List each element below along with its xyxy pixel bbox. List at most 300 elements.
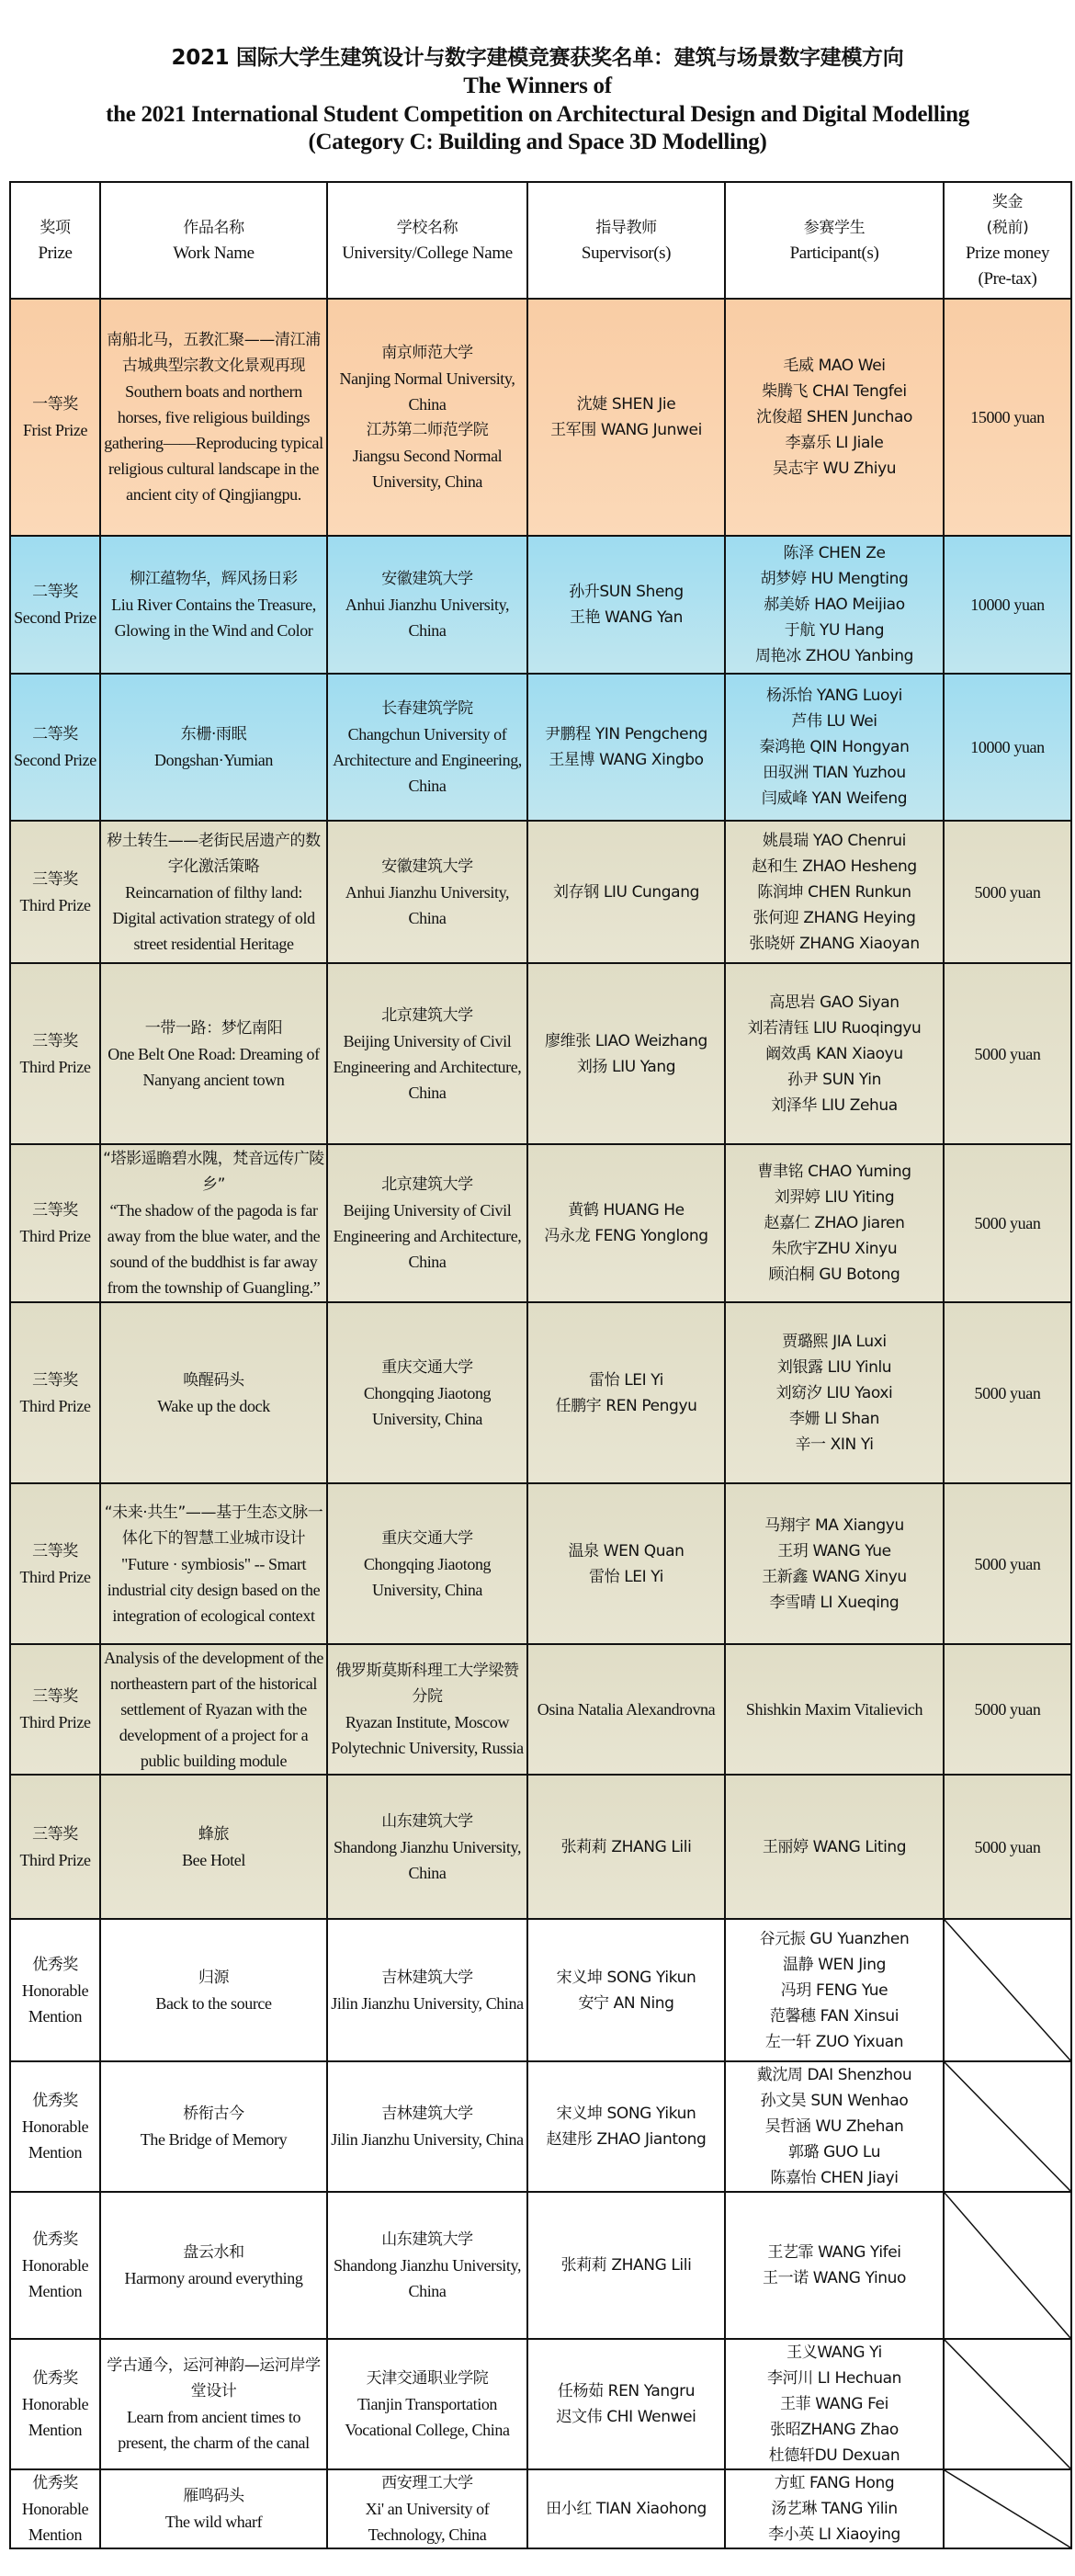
cell-text: 孙尹 SUN Yin — [786, 1070, 882, 1089]
cell-text: Third Prize — [19, 1396, 91, 1415]
supervisor-cell — [527, 1144, 725, 1302]
cell-text: 江苏第二师范学院 — [366, 421, 489, 439]
work-name-cell — [100, 963, 327, 1144]
supervisor-cell — [527, 674, 725, 821]
cell-text: The wild wharf — [164, 2513, 263, 2531]
cell-text: 宋义坤 SONG Yikun — [556, 1968, 696, 1987]
prize-money-cell — [944, 674, 1071, 821]
header-supervisor: 指导教师 Supervisor(s) — [527, 182, 725, 299]
cell-text: Third Prize — [19, 1567, 91, 1586]
prize-cell — [10, 1919, 100, 2061]
supervisor-cell — [527, 963, 725, 1144]
empty-cell-diagonal — [945, 1920, 1070, 2060]
empty-cell-diagonal — [945, 2340, 1070, 2468]
cell-text: 李小英 LI Xiaoying — [768, 2525, 900, 2544]
title-english-line1: The Winners of — [463, 74, 612, 98]
cell-text: Third Prize — [19, 895, 91, 914]
school-cell — [327, 2339, 527, 2469]
prize-money-cell — [944, 1775, 1071, 1919]
cell-text: 赵和生 ZHAO Hesheng — [752, 857, 917, 876]
cell-text: Jiangsu Second Normal University, China — [352, 447, 503, 491]
cell-text: Beijing University of Civil Engineering and Architecture, China — [333, 1201, 522, 1271]
participant-cell — [725, 2469, 944, 2548]
cell-text: 高思岩 GAO Siyan — [769, 993, 900, 1012]
school-cell — [327, 1483, 527, 1644]
work-name-cell — [100, 299, 327, 536]
title-english-line2: the 2021 International Student Competition on Architectural Design and Digital Modelling — [106, 102, 969, 127]
cell-text: Analysis of the development of the northeastern part of the historical settlement of Ryazan with the development of a project for a public building module — [104, 1649, 323, 1770]
participant-cell — [725, 1644, 944, 1775]
cell-text: 三等奖 — [32, 1541, 78, 1560]
cell-text: 柴腾飞 CHAI Tengfei — [762, 382, 907, 401]
cell-text: 沈俊超 SHEN Junchao — [756, 408, 912, 426]
cell-text: 戴沈周 DAI Shenzhou — [756, 2066, 912, 2084]
cell-text: 黄鹤 HUANG He — [568, 1201, 685, 1220]
cell-text: 陈泽 CHEN Ze — [783, 544, 886, 562]
cell-text: Jilin Jianzhu University, China — [331, 1993, 524, 2013]
cell-text: 孙文昊 SUN Wenhao — [760, 2092, 909, 2110]
cell-text: One Belt One Road: Dreaming of Nanyang ancient town — [108, 1044, 320, 1089]
header-work-name: 作品名称 Work Name — [100, 182, 327, 299]
prize-cell — [10, 2192, 100, 2339]
cell-text: 杨泺怡 YANG Luoyi — [766, 687, 902, 705]
prize-money-cell — [944, 1919, 1071, 2061]
cell-text: 秦鸿艳 QIN Hongyan — [759, 738, 910, 756]
cell-text: 迟文伟 CHI Wenwei — [556, 2408, 696, 2426]
cell-text: 吉林建筑大学 — [381, 1968, 473, 1987]
participant-cell — [725, 2339, 944, 2469]
table-row — [10, 1775, 1071, 1919]
prize-cell — [10, 536, 100, 674]
cell-text: 三等奖 — [32, 1031, 78, 1050]
supervisor-cell — [527, 1919, 725, 2061]
school-cell — [327, 536, 527, 674]
cell-text: 冯永龙 FENG Yonglong — [544, 1227, 708, 1245]
cell-text: 安宁 AN Ning — [578, 1993, 674, 2013]
cell-text: The Bridge of Memory — [140, 2130, 288, 2149]
prize-cell — [10, 1775, 100, 1919]
supervisor-cell — [527, 2469, 725, 2548]
cell-text: Shishkin Maxim Vitalievich — [745, 1700, 923, 1719]
cell-text: 重庆交通大学 — [381, 1528, 473, 1548]
supervisor-cell — [527, 1302, 725, 1483]
cell-text: Third Prize — [19, 1227, 91, 1245]
cell-text: 王菲 WANG Fei — [780, 2395, 888, 2413]
cell-text: Shandong Jianzhu University, China — [333, 2256, 522, 2300]
cell-text: Frist Prize — [22, 421, 88, 439]
table-row — [10, 2061, 1071, 2192]
cell-text: 马翔宇 MA Xiangyu — [764, 1515, 904, 1535]
cell-text: 三等奖 — [32, 1370, 78, 1390]
cell-text: 优秀奖 — [32, 1955, 78, 1974]
participant-cell — [725, 821, 944, 963]
cell-text: 5000 yuan — [974, 1700, 1041, 1719]
cell-text: 南京师范大学 — [381, 344, 473, 362]
header-prize: 奖项 Prize — [10, 182, 100, 299]
supervisor-cell — [527, 536, 725, 674]
table-row — [10, 2339, 1071, 2469]
prize-cell — [10, 963, 100, 1144]
cell-text: 吉林建筑大学 — [381, 2105, 473, 2123]
table-row — [10, 674, 1071, 821]
cell-text: Back to the source — [155, 1993, 272, 2013]
cell-text: 雁鸣码头 — [183, 2487, 244, 2505]
cell-text: 曹聿铭 CHAO Yuming — [757, 1163, 911, 1181]
cell-text: 张昭ZHANG Zhao — [770, 2421, 899, 2439]
participant-cell — [725, 674, 944, 821]
cell-text: 秽土转生——老街民居遗产的数字化激活策略 — [107, 831, 321, 876]
cell-text: 毛威 MAO Wei — [783, 357, 886, 375]
cell-text: 闫威峰 YAN Weifeng — [761, 789, 908, 808]
cell-text: 王艺霏 WANG Yifei — [767, 2243, 901, 2262]
cell-text: 二等奖 — [32, 725, 78, 743]
cell-text: Second Prize — [14, 751, 96, 769]
cell-text: Changchun University of Architecture and Engineering, China — [333, 725, 522, 795]
cell-text: 周艳冰 ZHOU Yanbing — [755, 647, 913, 665]
cell-text: 俄罗斯莫斯科理工大学梁赞分院 — [335, 1662, 519, 1706]
supervisor-cell — [527, 1644, 725, 1775]
cell-text: Honorable Mention — [21, 2256, 89, 2300]
cell-text: 东栅·雨眠 — [180, 725, 247, 743]
cell-text: 左一轩 ZUO Yixuan — [764, 2032, 904, 2051]
cell-text: 沈婕 SHEN Jie — [576, 395, 676, 414]
table-row — [10, 1302, 1071, 1483]
empty-cell-diagonal — [945, 2193, 1070, 2338]
cell-text: 吴哲涵 WU Zhehan — [764, 2117, 904, 2136]
cell-text: Third Prize — [19, 1057, 91, 1076]
prize-cell — [10, 1144, 100, 1302]
prize-cell — [10, 2339, 100, 2469]
cell-text: 北京建筑大学 — [381, 1005, 473, 1025]
cell-text: 陈嘉怡 CHEN Jiayi — [770, 2169, 899, 2187]
cell-text: 赵建彤 ZHAO Jiantong — [546, 2130, 707, 2149]
cell-text: 15000 yuan — [970, 408, 1045, 426]
supervisor-cell — [527, 821, 725, 963]
cell-text: 5000 yuan — [974, 1044, 1041, 1063]
cell-text: Liu River Contains the Treasure, Glowing in the Wind and Color — [111, 596, 316, 640]
title-english-line3: (Category C: Building and Space 3D Modelling) — [308, 130, 767, 154]
cell-text: Honorable Mention — [21, 2117, 89, 2162]
cell-text: 赵嘉仁 ZHAO Jiaren — [764, 1214, 905, 1232]
title-chinese: 2021 国际大学生建筑设计与数字建模竞赛获奖名单：建筑与场景数字建模方向 — [171, 46, 904, 70]
table-row — [10, 2192, 1071, 2339]
supervisor-cell — [527, 1483, 725, 1644]
cell-text: 汤艺琳 TANG Yilin — [771, 2500, 898, 2518]
school-cell — [327, 963, 527, 1144]
cell-text: 郝美娇 HAO Meijiao — [764, 596, 905, 614]
cell-text: 蜂旅 — [198, 1824, 230, 1844]
work-name-cell — [100, 821, 327, 963]
work-name-cell — [100, 2061, 327, 2192]
supervisor-cell — [527, 2339, 725, 2469]
school-cell — [327, 2469, 527, 2548]
cell-text: 刘若清钰 LIU Ruoqingyu — [747, 1018, 922, 1038]
participant-cell — [725, 1483, 944, 1644]
cell-text: 盘云水和 — [183, 2243, 244, 2262]
header-school: 学校名称 University/College Name — [327, 182, 527, 299]
empty-cell-diagonal — [945, 2470, 1070, 2548]
participant-cell — [725, 299, 944, 536]
school-cell — [327, 1644, 527, 1775]
cell-text: 安徽建筑大学 — [381, 570, 473, 588]
school-cell — [327, 674, 527, 821]
cell-text: Learn from ancient times to present, the charm of the canal — [118, 2408, 310, 2452]
cell-text: 田驭洲 TIAN Yuzhou — [763, 764, 906, 782]
cell-text: 重庆交通大学 — [381, 1357, 473, 1377]
work-name-cell — [100, 1775, 327, 1919]
cell-text: 桥衔古今 — [183, 2105, 244, 2123]
cell-text: 于航 YU Hang — [784, 621, 885, 640]
school-cell — [327, 1919, 527, 2061]
cell-text: 西安理工大学 — [381, 2474, 473, 2492]
prize-money-cell — [944, 2192, 1071, 2339]
cell-text: 王丽婷 WANG Liting — [762, 1837, 907, 1856]
table-row — [10, 1144, 1071, 1302]
work-name-cell — [100, 1144, 327, 1302]
cell-text: 北京建筑大学 — [381, 1175, 473, 1194]
prize-cell — [10, 674, 100, 821]
cell-text: 尹鹏程 YIN Pengcheng — [545, 725, 707, 743]
cell-text: Tianjin Transportation Vocational College, China — [345, 2395, 510, 2439]
prize-cell — [10, 1644, 100, 1775]
supervisor-cell — [527, 1775, 725, 1919]
winners-table — [9, 181, 1072, 2549]
cell-text: 安徽建筑大学 — [381, 857, 473, 876]
cell-text: Chongqing Jiaotong University, China — [363, 1554, 492, 1599]
cell-text: 朱欣宇ZHU Xinyu — [771, 1240, 898, 1258]
cell-text: 长春建筑学院 — [381, 699, 473, 718]
work-name-cell — [100, 1919, 327, 2061]
cell-text: 优秀奖 — [32, 2230, 78, 2249]
school-cell — [327, 2192, 527, 2339]
cell-text: "Future · symbiosis" -- Smart industrial city design based on the integration of ecological context — [107, 1554, 321, 1625]
cell-text: 辛一 XIN Yi — [795, 1435, 874, 1454]
prize-money-cell — [944, 1483, 1071, 1644]
cell-text: 雷怡 LEI Yi — [589, 1370, 663, 1390]
cell-text: 二等奖 — [32, 583, 78, 601]
cell-text: 方虹 FANG Hong — [774, 2474, 895, 2492]
cell-text: Xi' an University of Technology, China — [365, 2500, 490, 2544]
cell-text: 5000 yuan — [974, 1214, 1041, 1232]
cell-text: Reincarnation of filthy land: Digital activation strategy of old street residential Heritage — [112, 882, 315, 953]
cell-text: 南船北马，五教汇聚——清江浦古城典型宗教文化景观再现 — [107, 331, 321, 375]
cell-text: Nanjing Normal University, China — [339, 369, 515, 414]
cell-text: 温静 WEN Jing — [783, 1955, 886, 1974]
table-row — [10, 821, 1071, 963]
table-row — [10, 1644, 1071, 1775]
cell-text: 5000 yuan — [974, 1554, 1041, 1573]
prize-money-cell — [944, 1644, 1071, 1775]
cell-text: 一带一路：梦忆南阳 — [144, 1018, 283, 1038]
cell-text: 陈润坤 CHEN Runkun — [757, 882, 911, 902]
cell-text: 三等奖 — [32, 869, 78, 889]
cell-text: “塔影遥瞻碧水隗，梵音远传广陵乡” — [103, 1150, 324, 1194]
cell-text: Osina Natalia Alexandrovna — [537, 1700, 716, 1719]
table-row — [10, 1919, 1071, 2061]
table-row — [10, 963, 1071, 1144]
participant-cell — [725, 963, 944, 1144]
cell-text: 顾泊桐 GU Botong — [768, 1265, 900, 1284]
cell-text: 任鹏宇 REN Pengyu — [555, 1396, 697, 1415]
cell-text: “The shadow of the pagoda is far away from the blue water, and the sound of the buddhist is far away from the township of Guangling.” — [107, 1201, 321, 1297]
prize-money-cell — [944, 2469, 1071, 2548]
cell-text: 张莉莉 ZHANG Lili — [560, 2256, 692, 2275]
cell-text: 李嘉乐 LI Jiale — [785, 434, 884, 452]
cell-text: 王一诺 WANG Yinuo — [762, 2269, 907, 2287]
prize-money-cell — [944, 1302, 1071, 1483]
participant-cell — [725, 1302, 944, 1483]
table-row — [10, 536, 1071, 674]
cell-text: 刘羿婷 LIU Yiting — [774, 1188, 895, 1207]
cell-text: 王星博 WANG Xingbo — [549, 751, 704, 769]
cell-text: Dongshan·Yumian — [154, 751, 273, 769]
prize-cell — [10, 1302, 100, 1483]
cell-text: Bee Hotel — [182, 1850, 245, 1869]
prize-money-cell — [944, 821, 1071, 963]
cell-text: 三等奖 — [32, 1824, 78, 1844]
participant-cell — [725, 536, 944, 674]
participant-cell — [725, 1919, 944, 2061]
cell-text: Chongqing Jiaotong University, China — [363, 1383, 492, 1428]
cell-text: 任杨茹 REN Yangru — [557, 2382, 696, 2400]
cell-text: 张何迎 ZHANG Heying — [752, 908, 916, 927]
table-row — [10, 2469, 1071, 2548]
cell-text: 王军围 WANG Junwei — [550, 421, 702, 439]
cell-text: 芦伟 LU Wei — [791, 712, 877, 731]
cell-text: 5000 yuan — [974, 1837, 1041, 1856]
work-name-cell — [100, 2469, 327, 2548]
participant-cell — [725, 1775, 944, 1919]
prize-money-cell — [944, 963, 1071, 1144]
cell-text: “未来·共生”——基于生态文脉一体化下的智慧工业城市设计 — [104, 1503, 323, 1548]
cell-text: Anhui Jianzhu University, China — [345, 596, 510, 640]
table-row — [10, 299, 1071, 536]
cell-text: 优秀奖 — [32, 2474, 78, 2492]
cell-text: 刘银露 LIU Yinlu — [776, 1357, 892, 1377]
cell-text: 宋义坤 SONG Yikun — [556, 2105, 696, 2123]
cell-text: 谷元振 GU Yuanzhen — [759, 1929, 910, 1948]
table-row — [10, 1483, 1071, 1644]
cell-text: 10000 yuan — [970, 738, 1045, 756]
cell-text: 姚晨瑞 YAO Chenrui — [763, 831, 906, 850]
cell-text: 李姗 LI Shan — [788, 1409, 880, 1428]
cell-text: Shandong Jianzhu University, China — [333, 1837, 522, 1882]
cell-text: 王艳 WANG Yan — [569, 608, 684, 627]
cell-text: 学古通今，运河神韵—运河岸学堂设计 — [107, 2356, 321, 2400]
cell-text: 王新鑫 WANG Xinyu — [762, 1567, 907, 1586]
cell-text: 胡梦婷 HU Mengting — [760, 570, 909, 588]
cell-text: Third Prize — [19, 1713, 91, 1731]
work-name-cell — [100, 1483, 327, 1644]
prize-cell — [10, 1483, 100, 1644]
school-cell — [327, 299, 527, 536]
work-name-cell — [100, 536, 327, 674]
cell-text: 贾璐熙 JIA Luxi — [782, 1332, 887, 1351]
prize-money-cell — [944, 2061, 1071, 2192]
cell-text: Southern boats and northern horses, five religious buildings gathering——Reproducing typical religious cultural landscape in the ancient city of Qingjiangpu. — [104, 382, 323, 504]
work-name-cell — [100, 2339, 327, 2469]
cell-text: Jilin Jianzhu University, China — [331, 2130, 524, 2149]
supervisor-cell — [527, 299, 725, 536]
cell-text: 一等奖 — [32, 395, 78, 414]
cell-text: Beijing University of Civil Engineering and Architecture, China — [333, 1031, 522, 1102]
cell-text: 阚效禹 KAN Xiaoyu — [765, 1044, 903, 1063]
prize-money-cell — [944, 2339, 1071, 2469]
cell-text: 温泉 WEN Quan — [568, 1541, 685, 1560]
cell-text: 三等奖 — [32, 1201, 78, 1220]
empty-cell-diagonal — [945, 2062, 1070, 2191]
cell-text: 王玥 WANG Yue — [777, 1541, 891, 1560]
cell-text: 三等奖 — [32, 1687, 78, 1706]
school-cell — [327, 821, 527, 963]
prize-cell — [10, 2469, 100, 2548]
cell-text: 天津交通职业学院 — [366, 2369, 489, 2388]
cell-text: 王义WANG Yi — [786, 2343, 882, 2362]
cell-text: 田小红 TIAN Xiaohong — [546, 2500, 707, 2518]
cell-text: 范馨穗 FAN Xinsui — [769, 2006, 900, 2026]
prize-money-cell — [944, 536, 1071, 674]
cell-text: 吴志宇 WU Zhiyu — [772, 460, 897, 478]
cell-text: 刘泽华 LIU Zehua — [771, 1095, 898, 1115]
cell-text: 张莉莉 ZHANG Lili — [560, 1837, 692, 1856]
supervisor-cell — [527, 2192, 725, 2339]
participant-cell — [725, 2192, 944, 2339]
cell-text: 优秀奖 — [32, 2369, 78, 2388]
cell-text: 冯玥 FENG Yue — [780, 1980, 888, 2000]
work-name-cell — [100, 1302, 327, 1483]
table-header-row — [10, 182, 1071, 299]
cell-text: 刘存钢 LIU Cungang — [553, 882, 699, 902]
prize-money-cell — [944, 299, 1071, 536]
cell-text: 张晓妍 ZHANG Xiaoyan — [749, 934, 920, 953]
cell-text: Ryazan Institute, Moscow Polytechnic University, Russia — [331, 1713, 524, 1757]
school-cell — [327, 1302, 527, 1483]
prize-money-cell — [944, 1144, 1071, 1302]
work-name-cell — [100, 1644, 327, 1775]
cell-text: Wake up the dock — [157, 1396, 270, 1415]
cell-text: 5000 yuan — [974, 1383, 1041, 1402]
prize-cell — [10, 2061, 100, 2192]
cell-text: 10000 yuan — [970, 596, 1045, 614]
school-cell — [327, 2061, 527, 2192]
supervisor-cell — [527, 2061, 725, 2192]
cell-text: 山东建筑大学 — [381, 1811, 473, 1831]
cell-text: 郭璐 GUO Lu — [787, 2143, 881, 2162]
cell-text: 归源 — [198, 1968, 230, 1987]
cell-text: 唤醒码头 — [183, 1370, 244, 1390]
cell-text: Honorable Mention — [21, 2500, 89, 2544]
participant-cell — [725, 2061, 944, 2192]
cell-text: 山东建筑大学 — [381, 2230, 473, 2249]
prize-cell — [10, 821, 100, 963]
cell-text: 刘窈汐 LIU Yaoxi — [775, 1383, 893, 1402]
header-prize-money: 奖金 (税前) Prize money (Pre-tax) — [944, 182, 1071, 299]
cell-text: Second Prize — [14, 608, 96, 627]
cell-text: 孙升SUN Sheng — [569, 583, 684, 601]
work-name-cell — [100, 674, 327, 821]
cell-text: 李河川 LI Hechuan — [766, 2369, 902, 2388]
cell-text: 李雪晴 LI Xueqing — [769, 1593, 900, 1612]
cell-text: 柳江蕴物华，辉风扬日彩 — [130, 570, 298, 588]
work-name-cell — [100, 2192, 327, 2339]
header-participant: 参赛学生 Participant(s) — [725, 182, 944, 299]
cell-text: 优秀奖 — [32, 2092, 78, 2110]
participant-cell — [725, 1144, 944, 1302]
cell-text: Third Prize — [19, 1850, 91, 1869]
cell-text: 5000 yuan — [974, 882, 1041, 902]
cell-text: 刘扬 LIU Yang — [576, 1057, 676, 1076]
cell-text: Honorable Mention — [21, 1980, 89, 2026]
